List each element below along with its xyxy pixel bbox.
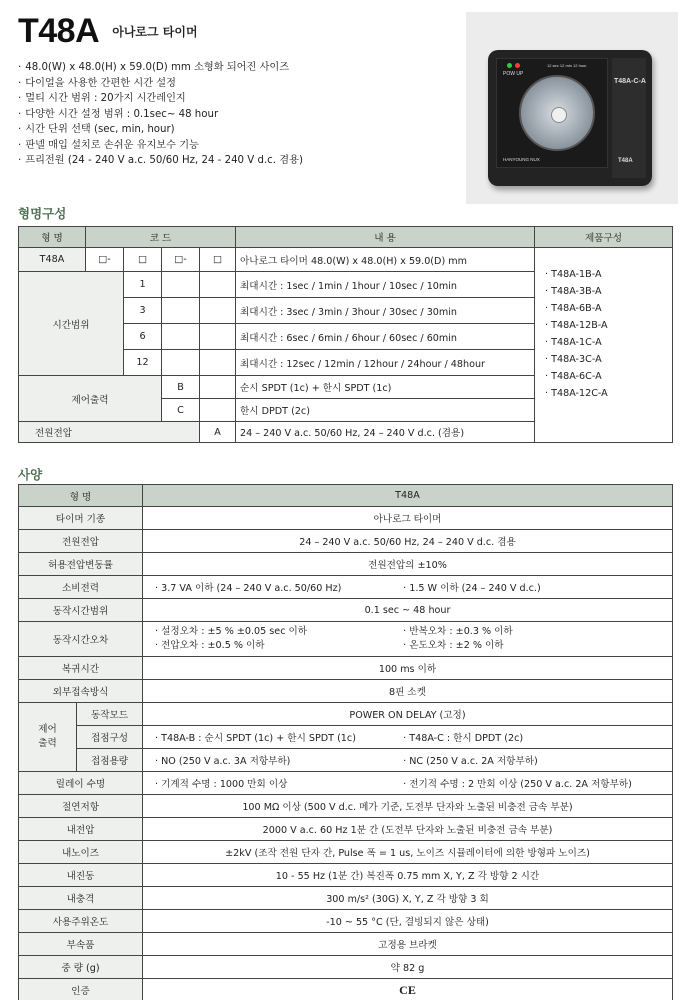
group-label-line: 제어 <box>38 724 57 735</box>
spec-label: 접점용량 <box>77 749 143 772</box>
list-item: · T48A-12B-A <box>545 320 608 331</box>
code-cell: □- <box>162 248 200 272</box>
spec-value: 전원전압의 ±10% <box>143 553 673 576</box>
scale-label: 12 sec 12 min 12 hour <box>547 63 587 68</box>
spec-label: 사용주위온도 <box>19 910 143 933</box>
spec-value-left: · 설정오차 : ±5 % ±0.05 sec 이하 <box>155 626 308 637</box>
list-item: · T48A-1C-A <box>545 337 602 348</box>
spec-value: -10 ~ 55 °C (단, 결빙되지 않은 상태) <box>143 910 673 933</box>
spec-label: 내노이즈 <box>19 841 143 864</box>
table-row <box>19 933 673 956</box>
table-row <box>19 507 673 530</box>
header-model: 형 명 <box>19 227 86 248</box>
product-image <box>466 12 678 204</box>
spec-value-left: · T48A-B : 순시 SPDT (1c) + 한시 SPDT (1c) <box>155 733 356 744</box>
section-title-model: 형명구성 <box>18 206 67 221</box>
code-cell: 6 <box>124 324 162 350</box>
group-label-line: 출력 <box>38 738 57 749</box>
spec-value-left: · 전압오차 : ±0.5 % 이하 <box>155 640 265 651</box>
spec-value <box>143 749 673 772</box>
list-item: · T48A-6C-A <box>545 371 602 382</box>
spec-label: 중 량 (g) <box>19 956 143 979</box>
spec-header-label: 형 명 <box>19 485 143 507</box>
spec-value-left: · NO (250 V a.c. 3A 저항부하) <box>155 756 291 767</box>
header-composition: 제품구성 <box>535 227 673 248</box>
pow-up-label: POW UP <box>503 71 524 77</box>
power-label: 전원전압 <box>19 422 200 443</box>
table-row <box>19 703 673 726</box>
spec-label: 허용전압변동률 <box>19 553 143 576</box>
list-item: · T48A-12C-A <box>545 388 608 399</box>
timer-front-panel <box>496 58 608 168</box>
spec-label: 인증 <box>19 979 143 1000</box>
spec-label: 타이머 기종 <box>19 507 143 530</box>
spec-value-right: · 1.5 W 이하 (24 – 240 V d.c.) <box>403 583 541 594</box>
content-cell: 아나로그 타이머 48.0(W) x 48.0(H) x 59.0(D) mm <box>236 248 535 272</box>
spec-value-right: · NC (250 V a.c. 2A 저항부하) <box>403 756 538 767</box>
timer-body <box>488 50 652 186</box>
dial-knob-icon <box>551 107 567 123</box>
header-code: 코 드 <box>86 227 236 248</box>
spec-value-left: · 기계적 수명 : 1000 만회 이상 <box>155 779 288 790</box>
code-cell: B <box>162 376 200 399</box>
spec-value: 아나로그 타이머 <box>143 507 673 530</box>
output-led-icon <box>515 63 520 68</box>
code-cell: □- <box>86 248 124 272</box>
table-row <box>19 726 673 749</box>
feature-item: · 48.0(W) x 48.0(H) x 59.0(D) mm 소형화 되어진 사이즈 <box>18 60 303 76</box>
table-row <box>19 599 673 622</box>
control-output-group-label <box>19 703 77 772</box>
spec-value-right: · 온도오차 : ±2 % 이하 <box>403 640 504 651</box>
ce-mark-icon: CE <box>143 979 673 1000</box>
spec-label: 동작모드 <box>77 703 143 726</box>
spec-label: 부속품 <box>19 933 143 956</box>
content-cell: 최대시간 : 6sec / 6min / 6hour / 60sec / 60min <box>236 324 535 350</box>
spec-value: 8핀 소켓 <box>143 680 673 703</box>
spec-table <box>18 484 673 1000</box>
spec-label: 전원전압 <box>19 530 143 553</box>
feature-item: · 다양한 시간 설정 범위 : 0.1sec~ 48 hour <box>18 107 303 123</box>
table-row <box>19 749 673 772</box>
table-row <box>19 956 673 979</box>
code-cell: 1 <box>124 272 162 298</box>
spec-value <box>143 576 673 599</box>
spec-label: 내진동 <box>19 864 143 887</box>
feature-list <box>18 60 303 169</box>
table-row <box>19 576 673 599</box>
table-row <box>19 979 673 1000</box>
model-subtitle: 아나로그 타이머 <box>112 25 198 39</box>
spec-header-value: T48A <box>143 485 673 507</box>
spec-value: POWER ON DELAY (고정) <box>143 703 673 726</box>
spec-value: 2000 V a.c. 60 Hz 1분 간 (도전부 단자와 노출된 비충전 금속 부분) <box>143 818 673 841</box>
spec-value-right: · 반복오차 : ±0.3 % 이하 <box>403 626 513 637</box>
spec-value <box>143 726 673 749</box>
feature-item: · 프리전원 (24 - 240 V a.c. 50/60 Hz, 24 - 240 V d.c. 겸용) <box>18 153 303 169</box>
feature-item: · 멀티 시간 범위 : 20가지 시간레인지 <box>18 91 303 107</box>
feature-item: · 시간 단위 선택 (sec, min, hour) <box>18 122 303 138</box>
code-cell: 12 <box>124 350 162 376</box>
content-cell: 24 – 240 V a.c. 50/60 Hz, 24 – 240 V d.c. (겸용) <box>236 422 535 443</box>
spec-value-left: · 3.7 VA 이하 (24 – 240 V a.c. 50/60 Hz) <box>155 583 342 594</box>
spec-value: 300 m/s² (30G) X, Y, Z 각 방향 3 회 <box>143 887 673 910</box>
spec-value: 0.1 sec ~ 48 hour <box>143 599 673 622</box>
model-title: T48A <box>18 12 100 50</box>
composition-cell <box>535 248 673 443</box>
content-cell: 최대시간 : 3sec / 3min / 3hour / 30sec / 30min <box>236 298 535 324</box>
table-row <box>19 530 673 553</box>
content-cell: 최대시간 : 1sec / 1min / 1hour / 10sec / 10min <box>236 272 535 298</box>
table-row <box>19 657 673 680</box>
spec-label: 동작시간범위 <box>19 599 143 622</box>
content-cell: 최대시간 : 12sec / 12min / 12hour / 24hour / 48hour <box>236 350 535 376</box>
table-row <box>19 680 673 703</box>
table-row <box>19 841 673 864</box>
section-title-spec: 사양 <box>18 467 43 482</box>
spec-label: 동작시간오차 <box>19 622 143 657</box>
spec-label: 외부접속방식 <box>19 680 143 703</box>
spec-value: 고정용 브라켓 <box>143 933 673 956</box>
list-item: · T48A-1B-A <box>545 269 602 280</box>
table-row <box>19 248 673 272</box>
code-cell: □ <box>124 248 162 272</box>
table-header-row <box>19 485 673 507</box>
spec-value: 24 – 240 V a.c. 50/60 Hz, 24 – 240 V d.c. 겸용 <box>143 530 673 553</box>
feature-item: · 판넬 매입 설치로 손쉬운 유지보수 기능 <box>18 138 303 154</box>
table-row <box>19 818 673 841</box>
header <box>18 12 198 51</box>
spec-label: 내전압 <box>19 818 143 841</box>
spec-label: 복귀시간 <box>19 657 143 680</box>
list-item: · T48A-6B-A <box>545 303 602 314</box>
bottom-model-label: T48A <box>618 158 633 164</box>
spec-value <box>143 772 673 795</box>
spec-label: 접점구성 <box>77 726 143 749</box>
spec-value: 100 ms 이하 <box>143 657 673 680</box>
table-row <box>19 864 673 887</box>
header-content: 내 용 <box>236 227 535 248</box>
spec-value-right: · 전기적 수명 : 2 만회 이상 (250 V a.c. 2A 저항부하) <box>403 779 632 790</box>
control-output-label: 제어출력 <box>19 376 162 422</box>
spec-label: 내충격 <box>19 887 143 910</box>
table-row <box>19 553 673 576</box>
timer-side-panel <box>612 58 646 178</box>
spec-value: 100 MΩ 이상 (500 V d.c. 메가 기준, 도전부 단자와 노출된 비충전 금속 부분) <box>143 795 673 818</box>
table-row <box>19 795 673 818</box>
spec-value: 약 82 g <box>143 956 673 979</box>
model-code-table <box>18 226 673 443</box>
power-led-icon <box>507 63 512 68</box>
spec-label: 절연저항 <box>19 795 143 818</box>
side-model-label: T48A-C-A <box>614 78 646 85</box>
code-cell: A <box>200 422 236 443</box>
code-cell: C <box>162 399 200 422</box>
list-item: · T48A-3B-A <box>545 286 602 297</box>
table-row <box>19 772 673 795</box>
brand-label: HANYOUNG NUX <box>503 157 540 162</box>
table-row <box>19 887 673 910</box>
table-row <box>19 910 673 933</box>
feature-item: · 다이얼을 사용한 간편한 시간 설정 <box>18 76 303 92</box>
spec-value: 10 - 55 Hz (1분 간) 복진폭 0.75 mm X, Y, Z 각 방향 2 시간 <box>143 864 673 887</box>
spec-label: 소비전력 <box>19 576 143 599</box>
spec-value: ±2kV (조작 전원 단자 간, Pulse 폭 = 1 us, 노이즈 시뮬레이터에 의한 방형파 노이즈) <box>143 841 673 864</box>
code-cell: 3 <box>124 298 162 324</box>
table-header-row <box>19 227 673 248</box>
list-item: · T48A-3C-A <box>545 354 602 365</box>
spec-value <box>143 622 673 657</box>
content-cell: 한시 DPDT (2c) <box>236 399 535 422</box>
table-row <box>19 622 673 657</box>
time-dial <box>519 75 595 151</box>
code-cell: □ <box>200 248 236 272</box>
content-cell: 순시 SPDT (1c) + 한시 SPDT (1c) <box>236 376 535 399</box>
spec-label: 릴레이 수명 <box>19 772 143 795</box>
model-label: T48A <box>19 248 86 272</box>
spec-value-right: · T48A-C : 한시 DPDT (2c) <box>403 733 524 744</box>
time-range-label: 시간범위 <box>19 272 124 376</box>
